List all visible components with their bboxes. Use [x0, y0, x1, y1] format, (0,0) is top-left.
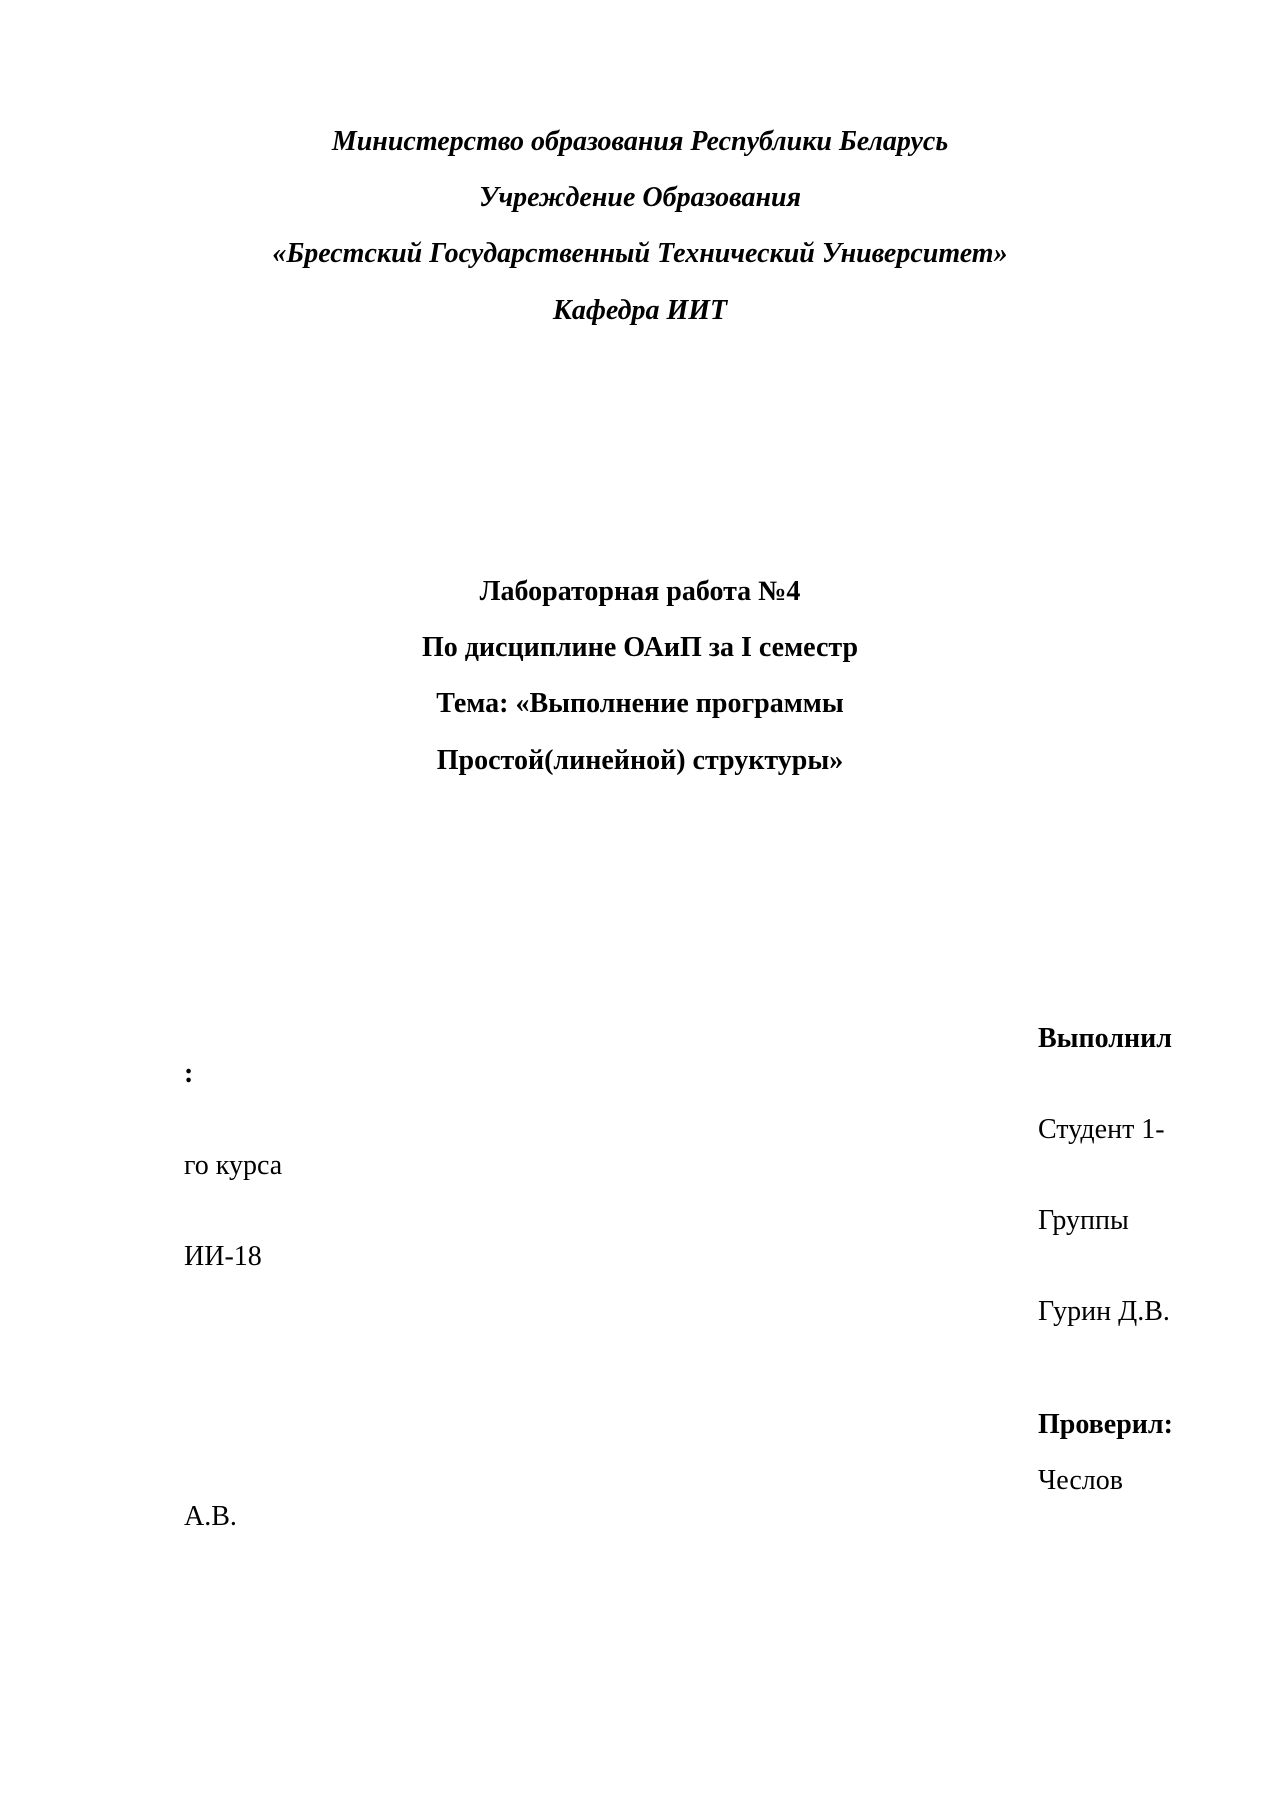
topic-title-line2: Простой(линейной) структуры»: [436, 745, 844, 776]
discipline-title: По дисциплине ОАиП за I семестр: [421, 632, 859, 663]
group-label: Группы: [1038, 1205, 1129, 1236]
student-name: Гурин Д.В.: [1038, 1296, 1170, 1327]
checker-name-part2: А.В.: [184, 1501, 237, 1532]
group-value: ИИ-18: [184, 1241, 262, 1272]
work-title: Лабораторная работа №4: [479, 576, 801, 607]
university-heading: «Брестский Государственный Технический Университет»: [272, 238, 1008, 269]
performed-label-colon: :: [184, 1058, 194, 1089]
ministry-heading: Министерство образования Республики Беларусь: [331, 126, 949, 157]
checked-label: Проверил:: [1038, 1409, 1173, 1440]
topic-title-line1: Тема: «Выполнение программы: [436, 688, 844, 719]
performed-label: Выполнил: [1038, 1023, 1172, 1054]
institution-heading: Учреждение Образования: [478, 182, 802, 213]
department-heading: Кафедра ИИТ: [552, 295, 728, 326]
student-course-part2: го курса: [184, 1150, 283, 1181]
checker-name-part1: Чеслов: [1038, 1465, 1123, 1496]
student-course-part1: Студент 1-: [1038, 1114, 1165, 1145]
